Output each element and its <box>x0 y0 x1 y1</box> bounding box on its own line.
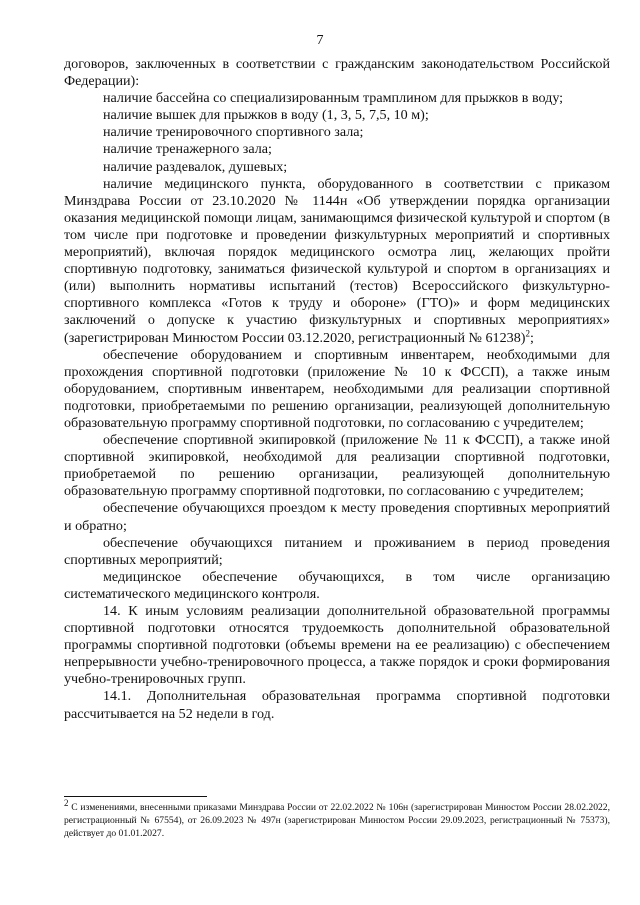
paragraph-with-footnote <box>64 176 610 347</box>
footnote-text: С изменениями, внесенными приказами Минздрава России от 22.02.2022 № 106н (зарегистрирован Минюстом России 28.02.2022, регистрационный № 67554), от 26.09.2023 № 497н (зарегистрирован Минюстом России 29.09.2023, регистрационный № 75373), действует до 01.01.2027. <box>64 802 610 839</box>
paragraph-text: наличие медицинского пункта, оборудованного в соответствии с приказом Минздрава России от 23.10.2020 № 1144н «Об утверждении порядка организации оказания медицинской помощи лицам, занимающимся физической культурой и спортом (в том числе при подготовке и проведении физкультурных мероприятий и спортивных мероприятий), включая порядок медицинского осмотра лиц, желающих пройти спортивную подготовку, заниматься физической культурой и спортом в организациях и (или) выполнить нормативы испытаний (тестов) Всероссийского физкультурно-спортивного комплекса «Готов к труду и обороне» (ГТО)» и форм медицинских заключений о допуске к участию физкультурных и спортивных мероприятиях» (зарегистрирован Минюстом России 03.12.2020, регистрационный № 61238) <box>64 175 610 346</box>
paragraph: наличие бассейна со специализированным трамплином для прыжков в воду; <box>103 90 564 107</box>
page-number: 7 <box>316 33 324 48</box>
paragraph: наличие тренировочного спортивного зала; <box>103 124 364 141</box>
paragraph: обеспечение обучающихся проездом к месту проведения спортивных мероприятий и обратно; <box>64 500 610 534</box>
paragraph: обеспечение обучающихся питанием и проживанием в период проведения спортивных мероприятий; <box>64 534 610 568</box>
footnote <box>64 797 610 840</box>
paragraph: медицинское обеспечение обучающихся, в том числе организацию систематического медицинского контроля. <box>64 568 610 602</box>
paragraph: обеспечение оборудованием и спортивным инвентарем, необходимыми для прохождения спортивной подготовки (приложение № 10 к ФССП), а также иным оборудованием, спортивным инвентарем, необходимыми для реализации спортивной подготовки, приобретаемыми по решению организации, реализующей дополнительную образовательную программу спортивной подготовки, по согласованию с учредителем; <box>64 346 610 431</box>
paragraph: 14.1. Дополнительная образовательная программа спортивной подготовки рассчитывается на 52 недели в год. <box>64 688 610 722</box>
paragraph: обеспечение спортивной экипировкой (приложение № 11 к ФССП), а также иной спортивной экипировкой, необходимой для реализации спортивной подготовки, приобретаемой по решению организации, реализующей дополнительную образовательную программу спортивной подготовки, по согласованию с учредителем; <box>64 432 610 500</box>
footnote-mark: 2 <box>64 797 69 808</box>
footnote-reference: 2 <box>525 327 530 338</box>
paragraph: наличие тренажерного зала; <box>103 141 272 158</box>
paragraph: наличие вышек для прыжков в воду (1, 3, 5, 7,5, 10 м); <box>103 107 429 124</box>
paragraph: 14. К иным условиям реализации дополнительной образовательной программы спортивной подготовки относятся трудоемкость дополнительной образовательной программы спортивной подготовки (объемы времени на ее реализацию) с обеспечением непрерывности учебно-тренировочного процесса, а также порядок и сроки формирования учебно-тренировочных групп. <box>64 603 610 688</box>
paragraph: договоров, заключенных в соответствии с гражданским законодательством Российской Федерации): <box>64 56 610 90</box>
document-body <box>64 56 610 723</box>
paragraph: наличие раздевалок, душевых; <box>103 158 288 175</box>
paragraph-tail: ; <box>529 329 534 346</box>
footnote-divider <box>64 796 207 797</box>
